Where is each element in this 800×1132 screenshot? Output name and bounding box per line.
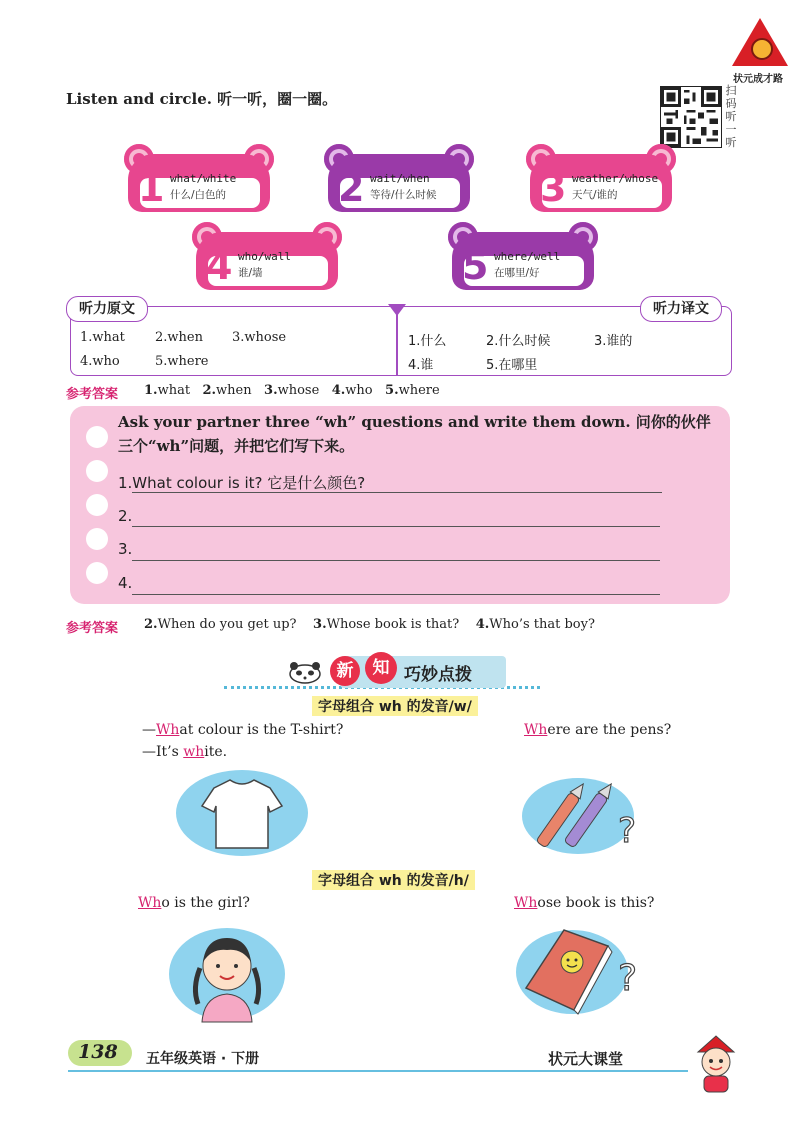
sentence-rest: ose book is this? [537,895,655,911]
answer-label: 参考答案 [66,387,119,402]
tshirt-illustration [174,768,310,858]
footer-line [68,1070,688,1072]
example-sentence [142,722,343,738]
logo-text: 状元成才路 [733,74,783,85]
qr-side-text [724,84,738,149]
task-line-4: 4. [118,574,133,592]
qr-side-char: 码 [725,97,737,110]
sentence-rest: o is the girl? [161,895,250,911]
answer-sentence: When do you get up? [157,617,297,632]
card-meaning: 在哪里/好 [494,267,540,279]
section-title-h: 字母组合 wh 的发音/h/ [312,870,475,890]
transcript-item: 2.when [155,330,203,345]
series-title: 状元大课堂 [548,1050,624,1068]
answer-word: where [398,383,440,398]
card-number: 4 [206,244,233,288]
book-illustration [512,918,652,1018]
answer-list [144,617,595,632]
write-line [132,492,662,493]
card-meaning: 等待/什么时候 [370,189,437,201]
card-meaning: 谁/墙 [238,267,263,279]
example-sentence [524,722,671,738]
card-number: 5 [462,244,489,288]
card-meaning: 什么/白色的 [170,189,227,201]
answer-word: whose [277,383,320,398]
svg-text:?: ? [618,811,637,851]
answer-num: 1. [144,383,158,398]
section-title-w: 字母组合 wh 的发音/w/ [312,696,478,716]
task-line-1: 1.What colour is it? 它是什么颜色? [118,474,366,492]
task-line-3: 3. [118,540,133,558]
highlight-wh: Wh [138,895,162,911]
word-card-5[interactable] [448,222,598,298]
card-words: what/white [170,172,237,185]
svg-text:?: ? [618,958,638,999]
answer-list [144,383,440,398]
answer-sentence: Whose book is that? [326,617,460,632]
binder-hole [86,494,108,516]
write-line[interactable] [132,594,660,595]
banner-xin-badge: 新 [330,656,360,686]
translation-tab: 听力译文 [640,296,722,322]
qr-side-char: 听 [725,110,737,123]
card-meaning: 天气/谁的 [572,189,618,201]
answer-num: 4. [475,617,490,632]
listening-notch [388,304,406,316]
answer-num: 3. [264,383,278,398]
answer-sentence: Who’s that boy? [489,617,595,632]
translation-item: 5.在哪里 [486,358,538,373]
sentence-rest: at colour is the T-shirt? [179,722,344,738]
transcript-tab: 听力原文 [66,296,148,322]
transcript-item: 1.what [80,330,125,345]
page-number: 138 [78,1041,118,1063]
answer-label: 参考答案 [66,621,119,636]
example-sentence [514,895,654,911]
binder-hole [86,528,108,550]
write-line[interactable] [132,560,660,561]
girl-illustration [164,918,290,1024]
card-number: 1 [138,166,165,210]
dash: — [142,722,156,738]
word-card-3[interactable] [526,144,676,220]
translation-item: 2.什么时候 [486,334,551,349]
listening-divider [396,306,398,376]
answer-num: 3. [313,617,327,632]
brand-logo [724,14,792,86]
qr-side-char: 一 [725,123,737,136]
qr-side-char: 听 [725,136,737,149]
pens-illustration [518,770,648,858]
card-words: where/well [494,250,561,263]
translation-item: 3.谁的 [594,334,633,349]
transcript-item: 3.whose [232,330,287,345]
transcript-item: 5.where [155,354,209,369]
card-words: weather/whose [572,172,659,185]
highlight-wh: Wh [524,722,548,738]
answer-num: 5. [385,383,399,398]
answer-num: 2. [144,617,158,632]
binder-hole [86,460,108,482]
card-words: who/wall [238,250,291,263]
qr-code-icon[interactable] [660,86,722,148]
binder-hole [86,562,108,584]
task-line-2: 2. [118,507,133,525]
highlight-wh: Wh [156,722,180,738]
word-card-2[interactable] [324,144,474,220]
translation-item: 1.什么 [408,334,447,349]
answer-num: 4. [331,383,346,398]
banner-zhi-badge: 知 [365,652,397,684]
sentence-rest: ite. [204,744,228,760]
word-card-4[interactable] [192,222,342,298]
transcript-item: 4.who [80,354,120,369]
sentence-rest: ere are the pens? [547,722,672,738]
write-line[interactable] [132,526,660,527]
book-title: 五年级英语 · 下册 [146,1051,260,1067]
highlight-wh: Wh [514,895,538,911]
logo-mascot-icon [751,38,773,60]
task-title: Ask your partner three “wh” questions and write them down. 问你的伙伴三个“wh”问题，并把它们写下来。 [118,413,711,455]
binder-hole [86,426,108,448]
card-number: 3 [540,166,567,210]
word-card-1[interactable] [124,144,274,220]
panda-icon [288,660,322,684]
answer-word: when [216,383,252,398]
listen-instruction: Listen and circle. 听一听，圈一圈。 [66,90,338,108]
sentence-start: —It’s [142,744,184,760]
banner-title: 巧妙点拨 [404,665,472,685]
qr-side-char: 扫 [725,84,737,97]
example-sentence [138,895,250,911]
translation-item: 4.谁 [408,358,434,373]
mascot-icon [688,1034,744,1094]
answer-word: what [157,383,191,398]
card-words: wait/when [370,172,430,185]
example-sentence [142,744,227,760]
answer-word: who [345,383,373,398]
card-number: 2 [338,166,365,210]
highlight-wh: wh [183,744,205,760]
answer-num: 2. [202,383,217,398]
